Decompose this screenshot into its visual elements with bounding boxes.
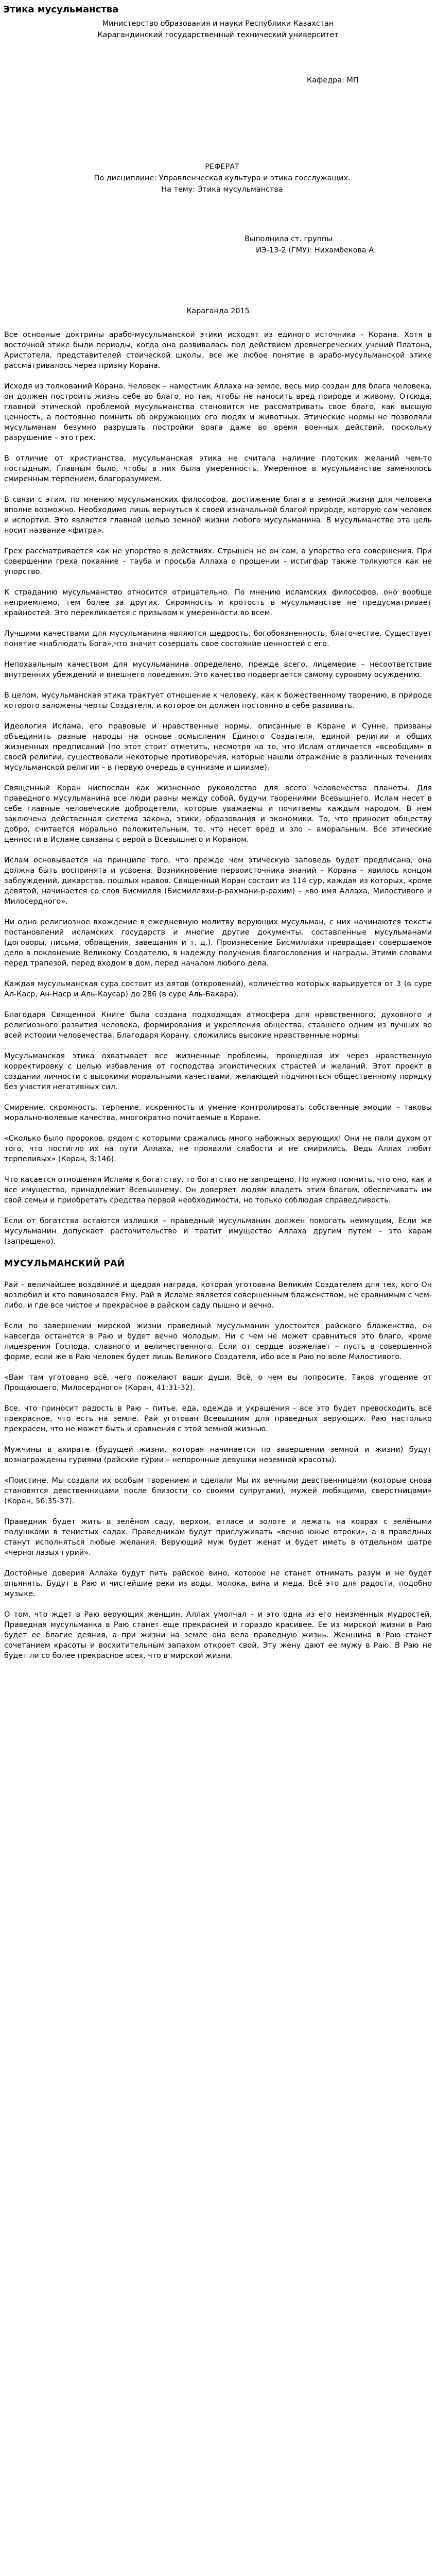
paragraph: В целом, мусульманская этика трактует отношение к человеку, как к божественному творению, в природе которого заложены черты Создателя, и которое он должен постоянно в себе развивать.: [4, 691, 432, 710]
paragraph: Праведник будет жить в зелёном саду, верхом, атласе и золоте и лежать на коврах с зелёными подушками в тенистых садах. Праведникам будут прислуживать «вечно юные отроки», а в праведных станут исполняться любые желания. Верующий муж будет женат и будет иметь в отдельном шатре «черноглазых гурий».: [4, 1518, 432, 1557]
paragraph: Достойные доверия Аллаха будут пить райское вино, которое не станет отнимать разум и не будет опьянять. Будут в Раю и чистейшие реки из воды, молока, вина и меда. Всё это для радости, подобно музыке.: [4, 1569, 432, 1598]
paragraph: В отличие от христианства, мусульманская этика не считала наличие плотских желаний чем-то постыдным. Главным было, чтобы в них была умеренность. Умеренное в мусульманстве заменялось смиренным терпением, благоразумием.: [4, 454, 432, 483]
paragraph: Все, что приносит радость в Раю – питье, еда, одежда и украшения - все это будет превосходить всё прекрасное, что есть на земле. Рай уготован Всевышним для праведных верующих. Раю настолько прекрасен, что не может быть и сравнения с этой земной жизнью.: [4, 1404, 432, 1433]
discipline-line: По дисциплине: Управленческая культура и этика госслужащих.: [94, 174, 351, 182]
paragraph: Ислам основывается на принципе того, что прежде чем этическую заповедь будет предписана, она должна быть воспринята и усвоена. Возникновение первоисточника знаний – Корана – явилось концом заблуждений, дикарства, пошлых нравов. Священный Коран состоит из 114 сур, каждая из которых, кроме девятой, начинается со слов Бисмилля (Бисмилляхи-р-рахмани-р-рахим) – «во имя Аллаха, Милостивого и Милосердного».: [4, 856, 432, 906]
paragraph: В связи с этим, по мнению мусульманских философов, достижение блага в земной жизни для человека вполне возможно. Необходимо лишь вернуться к своей изначальной благой природе, которую сам человек и испортил. Это является главной целью земной жизни любого мусульманина. В мусульманстве эта цель носит название «фитра».: [4, 496, 432, 535]
paragraph: Каждая мусульманская сура состоит из аятов (откровений), количество которых варьируется от 3 (в суре Ал-Каср, Ан-Наср и Аль-Каусар) до 286 (в суре Аль-Бакара).: [4, 980, 432, 998]
paragraph: К страданию мусульманство относится отрицательно. По мнению исламских философов, оно вообще неприемлемо, тем более за других. Скромность и кротость в мусульманстве не предусматривает крайностей. Это перекликается с призывом к умеренности во всем.: [4, 588, 432, 617]
paradise-section: [0, 1280, 436, 1661]
university-line: Карагандинский государственный технический университет: [97, 31, 339, 39]
paragraph: Идеология Ислама, его правовые и нравственные нормы, описанные в Коране и Сунне, призваны объединить разные народы на основе осмысления Единого Создателя, единой религии и общих жизненных предписаний (по этот стоит отметить, несмотря на то, что Ислам отличается «всеобщим» в своей религии, существовали некоторые противоречия, которые нашли отражение в различных течениях мусульманской религии – в первую очередь в суннизме и шиизме).: [4, 722, 432, 772]
quote-paragraph: «Поистине, Мы создали их особым творением и сделали Мы их вечными девственницами (которые снова становятся девственницами после близости со своими супругами), мужей любящими, сверстницами» (Коран, 56:35-37).: [4, 1477, 432, 1505]
department-line: Кафедра: МП: [307, 76, 359, 84]
student-line: ИЭ-13-2 (ГМУ): Нихамбекова А.: [256, 246, 376, 255]
paragraph: Грех рассматривается как не упорство в действиях. Стрышен не он сам, а упорство его совершения. При совершении греха покаяние – тауба и просьба Аллаха о прощении – истигфар также толкуются как не упорство.: [4, 547, 432, 576]
paragraph: Благодаря Священной Книге была создана подходящая атмосфера для нравственного, духовного и религиозного развития человека, формирования и укрепления общества, ставшего одним из лучших во всей истории человечества. Благодаря Корану, сложились высокие нравственные нормы.: [4, 1011, 432, 1040]
title-page: [0, 16, 436, 274]
section-heading-paradise: МУСУЛЬМАНСКИЙ РАЙ: [4, 1259, 125, 1269]
paragraph: Смирение, скромность, терпение, искренность и умение контролировать собственные эмоции – таковы морально-волевые качества, многократно почитаемые в Коране.: [4, 1104, 432, 1122]
document-title: Этика мусульманства: [3, 4, 119, 15]
paragraph: Если от богатства остаются излишки – праведный мусульманин должен помогать неимущим, Если же мусульманин допускает расточительство и тратит имущество Аллаха другим путем – это харам (запрещено).: [4, 1217, 432, 1246]
paragraph: Исходя из толкований Корана. Человек – наместник Аллаха на земле, весь мир создан для блага человека, он должен построить жизнь себе во благо, но так, чтобы не наносить вред природе и живому. Отсюда, главной этической проблемой мусульманства становится не рассматривать свое благо, как высшую ценность, а постоянно помнить об окружающих его людях и животных. Этические нормы не позволяли мусульманам безумно разрушать постройки врага даже во время военных действий, поскольку разрушение – это грех.: [4, 382, 432, 442]
quote-paragraph: «Вам там уготовано всё, чего пожелают ваши души. Всё, о чем вы попросите. Таков угощение от Прощающего, Милосердного» (Коран, 41:31-32).: [4, 1374, 432, 1392]
work-type-heading: РЕФЕРАТ: [205, 163, 239, 171]
paragraph: Мусульманская этика охватывает все жизненные проблемы, прошедшая их через нравственную корректировку с целью избавления от господства эгоистических страстей и желаний. Этот проект в создании личности с высокими моральными качествами, желающей подчиняться общественному порядку без участия негативных сил.: [4, 1052, 432, 1091]
paragraph: Лучшими качествами для мусульманина являются щедрость, богобоязненность, благочестие. Существует понятие «наблюдать Бога»,что значит созерцать свое состояние ценностей с его.: [4, 630, 432, 648]
paragraph: О том, что ждет в Раю верующих женщин, Аллах умолчал – и это одна из его неизменных мудростей. Праведная мусульманка в Раю станет еще прекрасней и гораздо красивее. Ее из мирской жизни в Раю будет ее благие деяния, а при жизни на земле она вела праведную жизнь. Женщина в Раю станет сочетанием красоты и восхитительным запахом откроет свой, Эту жену дают ее мужу в Раю. В Раю не будет ли со более прекрасное всех, что в мирской жизни.: [4, 1611, 432, 1660]
paragraph: Непохвальным качеством для мусульманина определено, прежде всего, лицемерие – несоответствие внутренних убеждений и внешнего поведения. Это качество подвергается самому суровому осуждению.: [4, 660, 432, 679]
topic-line: На тему: Этика мусульманства: [161, 185, 283, 194]
paragraph: Что касается отношения Ислама к богатству, то богатство не запрещено. Но нужно помнить, что оно, как и все имущество, принадлежит Всевышнему. Он доверяет людям владеть этим благом, обеспечивать им свой семьи и приобретать средства первой необходимости, но только соблюдая справедливость.: [4, 1176, 432, 1205]
paragraph: Ни одно религиозное вхождение в ежедневную молитву верующих мусульман, с них начинаются тексты постановлений исламских государств и многие другие документы, составленные мусульманами (договоры, письма, обращения, завещания и т. д.). Произнесение Бисмиллахи превращает совершаемое дело в поклонение Великому Создателю, в надежду получения благословения и награды. Этими словами перед трапезой, перед входом в дом, перед началом любого дела.: [4, 918, 432, 968]
paragraph: Священный Коран ниспослан как жизненное руководство для всего человечества планеты. Для праведного мусульманина все люди равны между собой, будучи творениями Всевышнего. Ислам несет в себе главные человеческие добродетели, которые уважаемы и почитаемы каждым народом. В нем заключена действенная система закона, этики, образования и экономики. То, что приносит обществу добро, считается морально положительным, то, что несет вред и зло – аморальным. Все этические ценности в Исламе связаны с верой в Всевышнего и Кораном.: [4, 784, 432, 844]
quote-paragraph: «Сколько было пророков, рядом с которыми сражались много набожных верующих! Они не пали духом от того, что постигло их на пути Аллаха, не проявили слабости и не смирились. Ведь Аллах любит терпеливых» (Коран, 3:146).: [4, 1134, 432, 1163]
paragraph: Мужчины в ахирате (будущей жизни, которая начинается по завершении земной и жизни) будут вознаграждены гуриями (райские гурии – непорочные девушки неземной красоты).: [4, 1446, 432, 1464]
performed-by-line: Выполнила ст. группы: [245, 235, 333, 243]
main-text: [0, 330, 436, 1247]
paragraph: Все основные доктрины арабо-мусульманской этики исходят из единого источника - Корана. Хотя в восточной этике были периоды, когда она развивалась под действием древнегреческих учений Платона, Аристотеля, представителей стоической школы, все же любое понятие в арабо-мусульманской этике рассматривалось через призму Корана.: [4, 331, 432, 370]
city-year-line: Караганда 2015: [186, 307, 250, 315]
paragraph: Рай – величайшее воздаяние и щедрая награда, которая уготована Великим Создателем для тех, кого Он возлюбил и кто повиновался Ему. Рай в Исламе является совершенным блаженством, не сравнимым с чем-либо, и где все чистое и прекрасное в райском саду пышно и вечно.: [4, 1281, 432, 1310]
ministry-line: Министерство образования и науки Республики Казахстан: [102, 20, 334, 28]
paragraph: Если по завершении мирской жизни праведный мусульманин удостоится райского блаженства, он навсегда останется в Раю и будет вечно молодым. Ни с чем не может сравниться это благо, кроме лицезрения Господа, славного и величественного. Если от сердце возжелает – пусть в совершенной форме, если же в Раю человек будет лишь Великого Создателя, ибо все в Раю по воле Милостивого.: [4, 1322, 432, 1361]
